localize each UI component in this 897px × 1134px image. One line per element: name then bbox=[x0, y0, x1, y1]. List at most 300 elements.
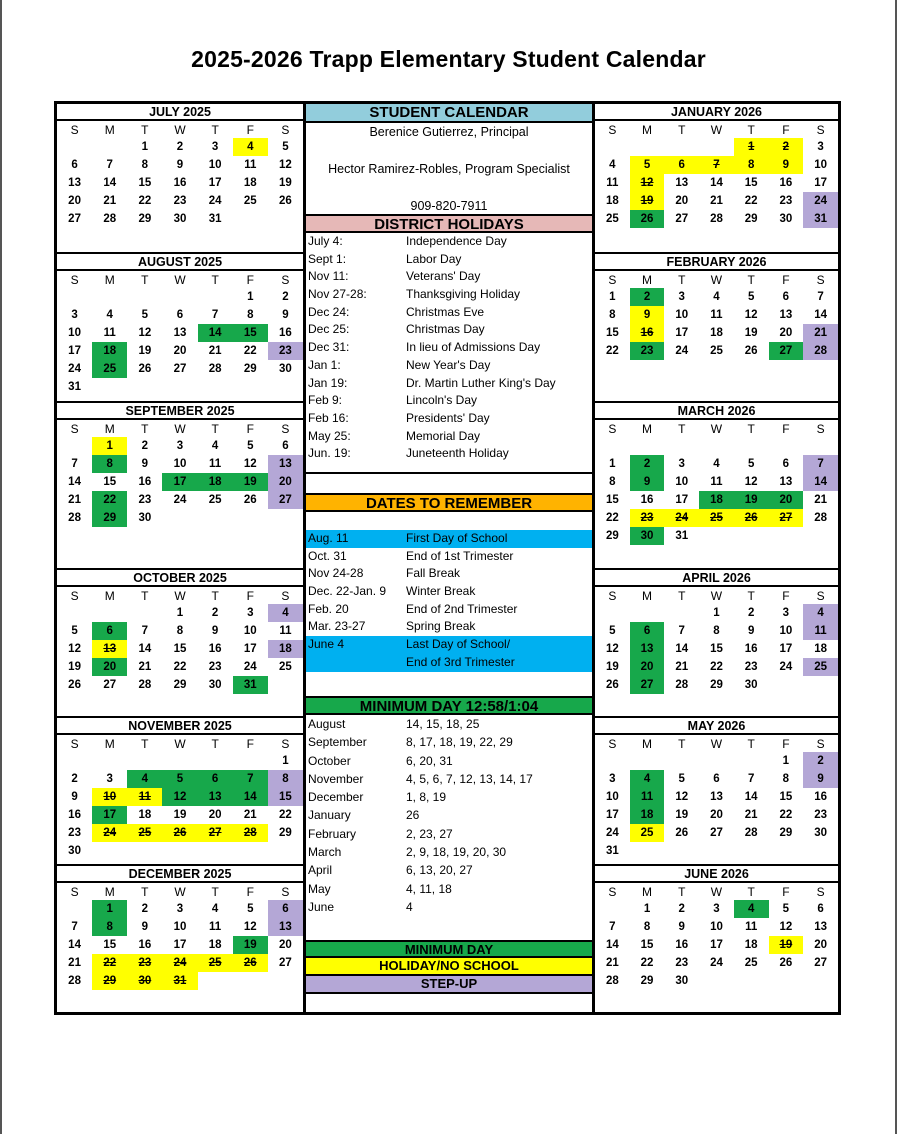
day-cell: 18 bbox=[630, 806, 665, 824]
day-cell: 7 bbox=[106, 159, 113, 171]
minimum-day-dates: 14, 15, 18, 25 bbox=[406, 717, 480, 731]
day-cell: 28 bbox=[814, 512, 827, 524]
day-cell: 20 bbox=[268, 473, 303, 491]
day-cell: 16 bbox=[138, 939, 152, 951]
remember-date: Dec. 22-Jan. 9 bbox=[308, 584, 387, 599]
legend-minimum-day: MINIMUM DAY bbox=[306, 940, 592, 958]
day-cell: 5 bbox=[247, 440, 254, 452]
day-cell: 12 bbox=[243, 921, 257, 933]
remember-date: Aug. 11 bbox=[308, 531, 349, 545]
minimum-day-row bbox=[306, 806, 592, 824]
weekday-header: T bbox=[747, 736, 755, 751]
right-column bbox=[595, 104, 838, 1012]
remember-row bbox=[306, 601, 592, 619]
day-cell: 27 bbox=[279, 957, 292, 969]
day-cell: 5 bbox=[141, 309, 149, 321]
day-cell bbox=[734, 842, 769, 860]
day-cell bbox=[268, 509, 303, 527]
weekday-header: T bbox=[141, 884, 149, 899]
day-cell: 4 bbox=[233, 138, 268, 156]
day-cell: 15 bbox=[268, 788, 303, 806]
day-cell: 1 bbox=[734, 138, 769, 156]
weekday-header: W bbox=[710, 272, 723, 287]
legend bbox=[306, 940, 592, 994]
day-cell: 7 bbox=[71, 458, 78, 470]
holiday-name: Independence Day bbox=[406, 234, 507, 248]
remember-date: Oct. 31 bbox=[308, 548, 347, 563]
weekday-header: F bbox=[246, 421, 254, 436]
day-cell: 14 bbox=[138, 643, 152, 655]
day-cell: 2 bbox=[630, 288, 665, 306]
weekday-header: M bbox=[642, 884, 653, 899]
minimum-day-list bbox=[306, 715, 592, 916]
day-cell: 27 bbox=[268, 491, 303, 509]
day-cell: 4 bbox=[713, 458, 720, 470]
month-table bbox=[57, 420, 303, 527]
day-cell: 13 bbox=[779, 476, 793, 488]
remember-row bbox=[306, 654, 592, 672]
minimum-day-row bbox=[306, 843, 592, 861]
day-cell: 25 bbox=[279, 661, 292, 673]
weekday-header: W bbox=[174, 421, 186, 436]
day-cell: 17 bbox=[68, 345, 81, 357]
day-cell: 9 bbox=[141, 921, 149, 933]
day-cell bbox=[198, 378, 233, 396]
day-cell: 27 bbox=[769, 342, 804, 360]
day-cell: 15 bbox=[173, 643, 187, 655]
day-cell bbox=[769, 676, 804, 694]
holiday-row bbox=[306, 233, 592, 251]
day-cell: 21 bbox=[814, 494, 827, 506]
day-cell: 4 bbox=[106, 309, 113, 321]
day-cell bbox=[268, 676, 303, 694]
weekday-header: S bbox=[281, 736, 290, 751]
day-cell bbox=[595, 752, 630, 770]
day-cell: 26 bbox=[243, 494, 257, 506]
day-cell: 3 bbox=[817, 141, 824, 153]
day-cell: 1 bbox=[713, 607, 720, 619]
dates-to-remember-section bbox=[306, 493, 592, 672]
holiday-name: Dr. Martin Luther King's Day bbox=[406, 375, 556, 390]
day-cell: 7 bbox=[141, 625, 149, 637]
month-title: APRIL 2026 bbox=[595, 570, 838, 587]
day-cell bbox=[699, 842, 734, 860]
day-cell: 19 bbox=[734, 491, 769, 509]
day-cell: 7 bbox=[699, 156, 734, 174]
day-cell bbox=[630, 437, 665, 455]
day-cell: 8 bbox=[92, 455, 127, 473]
weekday-header: S bbox=[608, 588, 617, 603]
month-june-2026 bbox=[595, 864, 838, 990]
day-cell: 2 bbox=[211, 607, 219, 619]
weekday-header: F bbox=[246, 588, 254, 603]
day-cell: 21 bbox=[675, 661, 689, 673]
holiday-date: Feb 16: bbox=[308, 410, 349, 425]
day-cell: 21 bbox=[68, 494, 81, 506]
day-cell: 13 bbox=[268, 455, 303, 473]
remember-row bbox=[306, 565, 592, 583]
day-cell: 13 bbox=[630, 640, 665, 658]
day-cell bbox=[162, 378, 197, 396]
month-title: JANUARY 2026 bbox=[595, 104, 838, 121]
day-cell: 2 bbox=[678, 903, 685, 915]
day-cell: 19 bbox=[279, 177, 292, 189]
day-cell: 12 bbox=[744, 476, 758, 488]
day-cell: 1 bbox=[92, 900, 127, 918]
weekday-header: T bbox=[141, 122, 149, 137]
weekday-header: F bbox=[782, 421, 790, 436]
minimum-day-row bbox=[306, 898, 592, 916]
day-cell bbox=[630, 138, 665, 156]
day-cell: 28 bbox=[208, 363, 222, 375]
remember-event: Spring Break bbox=[406, 619, 476, 634]
day-cell: 30 bbox=[127, 972, 162, 990]
day-cell bbox=[630, 842, 665, 860]
day-cell: 21 bbox=[103, 195, 117, 207]
day-cell: 26 bbox=[68, 679, 81, 691]
day-cell: 7 bbox=[678, 625, 685, 637]
district-holidays-header: DISTRICT HOLIDAYS bbox=[306, 214, 592, 233]
month-title: SEPTEMBER 2025 bbox=[57, 403, 303, 420]
day-cell: 11 bbox=[244, 159, 257, 171]
district-holidays-list bbox=[306, 233, 592, 463]
minimum-day-month: January bbox=[308, 808, 351, 823]
weekday-header: T bbox=[141, 272, 149, 287]
day-cell bbox=[233, 378, 268, 396]
day-cell: 16 bbox=[68, 809, 81, 821]
weekday-header: S bbox=[281, 272, 290, 287]
day-cell: 27 bbox=[710, 827, 723, 839]
month-table bbox=[57, 735, 303, 860]
day-cell: 29 bbox=[710, 679, 723, 691]
month-title: MARCH 2026 bbox=[595, 403, 838, 420]
day-cell: 15 bbox=[710, 643, 723, 655]
weekday-header: T bbox=[747, 588, 755, 603]
day-cell: 3 bbox=[176, 440, 184, 452]
month-title: JUNE 2026 bbox=[595, 866, 838, 883]
day-cell: 20 bbox=[630, 658, 665, 676]
weekday-header: T bbox=[211, 272, 219, 287]
day-cell: 6 bbox=[268, 900, 303, 918]
minimum-day-month: June bbox=[308, 899, 335, 914]
day-cell: 13 bbox=[198, 788, 233, 806]
month-september-2025 bbox=[57, 401, 303, 527]
day-cell: 4 bbox=[609, 159, 616, 171]
holiday-date: Dec 31: bbox=[308, 340, 350, 355]
day-cell: 18 bbox=[744, 939, 758, 951]
day-cell bbox=[803, 437, 838, 455]
day-cell bbox=[268, 210, 303, 228]
day-cell: 16 bbox=[138, 476, 152, 488]
day-cell: 10 bbox=[605, 791, 619, 803]
day-cell: 15 bbox=[640, 939, 654, 951]
day-cell: 11 bbox=[803, 622, 838, 640]
minimum-day-row bbox=[306, 825, 592, 843]
day-cell: 6 bbox=[71, 159, 78, 171]
day-cell bbox=[92, 288, 127, 306]
day-cell: 31 bbox=[68, 381, 81, 393]
minimum-day-row bbox=[306, 861, 592, 879]
day-cell: 8 bbox=[247, 309, 254, 321]
day-cell: 26 bbox=[233, 954, 268, 972]
minimum-day-dates: 2, 9, 18, 19, 20, 30 bbox=[406, 845, 507, 860]
day-cell: 26 bbox=[162, 824, 197, 842]
day-cell: 12 bbox=[605, 643, 619, 655]
weekday-header: S bbox=[70, 736, 79, 751]
day-cell: 24 bbox=[208, 195, 222, 207]
weekday-header: F bbox=[246, 884, 254, 899]
day-cell: 2 bbox=[71, 773, 78, 785]
day-cell: 15 bbox=[138, 177, 152, 189]
minimum-day-month: May bbox=[308, 881, 331, 896]
day-cell: 24 bbox=[779, 661, 793, 673]
weekday-header: T bbox=[141, 421, 149, 436]
day-cell: 11 bbox=[606, 177, 619, 189]
day-cell: 25 bbox=[198, 954, 233, 972]
day-cell: 28 bbox=[803, 342, 838, 360]
day-cell: 9 bbox=[176, 159, 184, 171]
day-cell bbox=[57, 437, 92, 455]
day-cell: 1 bbox=[92, 437, 127, 455]
minimum-day-row bbox=[306, 715, 592, 733]
weekday-header: T bbox=[211, 421, 219, 436]
holiday-row bbox=[306, 357, 592, 375]
day-cell: 4 bbox=[630, 770, 665, 788]
day-cell: 26 bbox=[605, 679, 619, 691]
day-cell: 8 bbox=[92, 918, 127, 936]
remember-row bbox=[306, 636, 592, 654]
day-cell: 8 bbox=[176, 625, 184, 637]
remember-event: Last Day of School/ bbox=[406, 637, 511, 652]
day-cell: 25 bbox=[699, 509, 734, 527]
day-cell: 21 bbox=[744, 809, 758, 821]
day-cell: 22 bbox=[173, 661, 187, 673]
day-cell bbox=[127, 604, 162, 622]
day-cell: 27 bbox=[630, 676, 665, 694]
month-title: DECEMBER 2025 bbox=[57, 866, 303, 883]
month-table bbox=[595, 420, 838, 545]
weekday-header: M bbox=[104, 122, 115, 137]
day-cell: 19 bbox=[675, 809, 689, 821]
day-cell: 17 bbox=[173, 939, 187, 951]
weekday-header: T bbox=[678, 884, 686, 899]
minimum-day-month: February bbox=[308, 826, 357, 841]
minimum-day-month: March bbox=[308, 845, 342, 860]
remember-date: Mar. 23-27 bbox=[308, 619, 366, 634]
weekday-header: S bbox=[816, 122, 825, 137]
holiday-row bbox=[306, 375, 592, 393]
weekday-header: T bbox=[141, 736, 149, 751]
day-cell: 29 bbox=[138, 213, 152, 225]
day-cell: 17 bbox=[92, 806, 127, 824]
day-cell: 15 bbox=[605, 327, 619, 339]
day-cell: 4 bbox=[713, 291, 720, 303]
weekday-header: S bbox=[816, 421, 825, 436]
day-cell: 10 bbox=[243, 625, 257, 637]
minimum-day-row bbox=[306, 733, 592, 751]
holiday-name: Memorial Day bbox=[406, 428, 481, 443]
day-cell bbox=[734, 752, 769, 770]
day-cell: 30 bbox=[675, 975, 689, 987]
day-cell: 9 bbox=[747, 625, 755, 637]
holiday-row bbox=[306, 251, 592, 269]
minimum-day-dates: 6, 13, 20, 27 bbox=[406, 863, 473, 878]
day-cell: 29 bbox=[243, 363, 257, 375]
holiday-name: Veterans' Day bbox=[406, 269, 481, 284]
day-cell: 4 bbox=[268, 604, 303, 622]
day-cell: 3 bbox=[211, 141, 219, 153]
weekday-header: W bbox=[710, 122, 723, 137]
day-cell: 14 bbox=[68, 939, 81, 951]
month-table bbox=[57, 587, 303, 694]
month-april-2026 bbox=[595, 568, 838, 694]
day-cell: 11 bbox=[103, 327, 116, 339]
day-cell: 18 bbox=[208, 939, 222, 951]
day-cell: 13 bbox=[814, 921, 827, 933]
day-cell: 25 bbox=[803, 658, 838, 676]
weekday-header: S bbox=[816, 272, 825, 287]
day-cell bbox=[734, 527, 769, 545]
day-cell bbox=[803, 972, 838, 990]
legend-step-up: STEP-UP bbox=[306, 976, 592, 994]
month-table bbox=[595, 883, 838, 990]
weekday-header: S bbox=[70, 588, 79, 603]
day-cell bbox=[803, 842, 838, 860]
day-cell: 21 bbox=[803, 324, 838, 342]
holiday-row bbox=[306, 304, 592, 322]
day-cell: 30 bbox=[779, 213, 793, 225]
legend-holiday: HOLIDAY/NO SCHOOL bbox=[306, 958, 592, 976]
day-cell: 1 bbox=[643, 903, 651, 915]
minimum-day-dates: 6, 20, 31 bbox=[406, 753, 453, 768]
day-cell: 23 bbox=[127, 954, 162, 972]
day-cell bbox=[198, 972, 233, 990]
day-cell bbox=[630, 752, 665, 770]
weekday-header: S bbox=[281, 588, 290, 603]
holiday-name: Thanksgiving Holiday bbox=[406, 287, 521, 302]
month-table bbox=[595, 735, 838, 860]
day-cell bbox=[233, 972, 268, 990]
day-cell bbox=[127, 288, 162, 306]
weekday-header: M bbox=[642, 421, 653, 436]
day-cell: 31 bbox=[675, 530, 689, 542]
day-cell: 12 bbox=[744, 309, 758, 321]
month-title: NOVEMBER 2025 bbox=[57, 718, 303, 735]
weekday-header: T bbox=[747, 122, 755, 137]
day-cell: 25 bbox=[710, 345, 723, 357]
minimum-day-row bbox=[306, 752, 592, 770]
day-cell: 15 bbox=[744, 177, 758, 189]
remember-event: Fall Break bbox=[406, 566, 461, 581]
day-cell: 10 bbox=[173, 458, 187, 470]
day-cell: 24 bbox=[243, 661, 257, 673]
remember-event: End of 2nd Trimester bbox=[406, 601, 518, 616]
day-cell: 6 bbox=[176, 309, 184, 321]
day-cell: 3 bbox=[678, 458, 685, 470]
remember-event: First Day of School bbox=[406, 531, 508, 545]
day-cell: 25 bbox=[630, 824, 665, 842]
month-title: FEBRUARY 2026 bbox=[595, 254, 838, 271]
day-cell: 13 bbox=[710, 791, 723, 803]
day-cell: 29 bbox=[744, 213, 758, 225]
day-cell: 5 bbox=[162, 770, 197, 788]
program-specialist: Hector Ramirez-Robles, Program Specialist bbox=[328, 162, 570, 176]
month-august-2025 bbox=[57, 252, 303, 396]
dates-to-remember-list bbox=[306, 530, 592, 672]
day-cell bbox=[595, 437, 630, 455]
day-cell: 13 bbox=[675, 177, 689, 189]
holiday-date: Jan 19: bbox=[308, 375, 348, 390]
day-cell: 6 bbox=[198, 770, 233, 788]
minimum-day-month: December bbox=[308, 790, 364, 805]
day-cell: 8 bbox=[609, 309, 616, 321]
day-cell: 26 bbox=[630, 210, 665, 228]
minimum-day-dates: 4, 11, 18 bbox=[406, 881, 452, 896]
day-cell: 11 bbox=[209, 458, 222, 470]
day-cell: 9 bbox=[803, 770, 838, 788]
weekday-header: W bbox=[174, 272, 186, 287]
minimum-day-header: MINIMUM DAY 12:58/1:04 bbox=[306, 696, 592, 715]
month-table bbox=[595, 587, 838, 694]
day-cell: 20 bbox=[710, 809, 723, 821]
day-cell: 30 bbox=[744, 679, 758, 691]
day-cell: 11 bbox=[745, 921, 758, 933]
weekday-header: T bbox=[747, 272, 755, 287]
day-cell: 14 bbox=[68, 476, 81, 488]
day-cell: 19 bbox=[173, 809, 187, 821]
weekday-header: T bbox=[211, 736, 219, 751]
minimum-day-month: November bbox=[308, 771, 364, 786]
day-cell: 8 bbox=[734, 156, 769, 174]
day-cell: 19 bbox=[138, 345, 152, 357]
day-cell: 27 bbox=[198, 824, 233, 842]
day-cell bbox=[699, 527, 734, 545]
day-cell: 1 bbox=[282, 755, 289, 767]
minimum-day-dates: 4 bbox=[406, 899, 413, 914]
day-cell: 14 bbox=[744, 791, 758, 803]
day-cell: 21 bbox=[243, 809, 257, 821]
day-cell bbox=[198, 842, 233, 860]
day-cell: 30 bbox=[279, 363, 292, 375]
student-calendar-header: STUDENT CALENDAR bbox=[306, 104, 592, 123]
day-cell: 26 bbox=[779, 957, 793, 969]
day-cell: 2 bbox=[769, 138, 804, 156]
day-cell: 9 bbox=[630, 473, 665, 491]
day-cell: 1 bbox=[609, 291, 616, 303]
day-cell: 18 bbox=[605, 195, 619, 207]
day-cell: 27 bbox=[769, 509, 804, 527]
school-phone: 909-820-7911 bbox=[410, 199, 488, 213]
day-cell: 26 bbox=[734, 509, 769, 527]
day-cell: 31 bbox=[605, 845, 619, 857]
day-cell: 6 bbox=[817, 903, 824, 915]
day-cell: 14 bbox=[803, 473, 838, 491]
day-cell: 5 bbox=[247, 903, 254, 915]
day-cell: 16 bbox=[744, 643, 758, 655]
day-cell bbox=[233, 210, 268, 228]
day-cell: 13 bbox=[68, 177, 81, 189]
day-cell: 7 bbox=[211, 309, 219, 321]
day-cell: 3 bbox=[71, 309, 78, 321]
day-cell bbox=[92, 752, 127, 770]
day-cell: 2 bbox=[630, 455, 665, 473]
day-cell bbox=[699, 972, 734, 990]
day-cell: 3 bbox=[713, 903, 720, 915]
day-cell: 10 bbox=[814, 159, 827, 171]
day-cell: 20 bbox=[208, 809, 222, 821]
day-cell: 23 bbox=[814, 809, 827, 821]
holiday-date: Feb 9: bbox=[308, 393, 343, 408]
